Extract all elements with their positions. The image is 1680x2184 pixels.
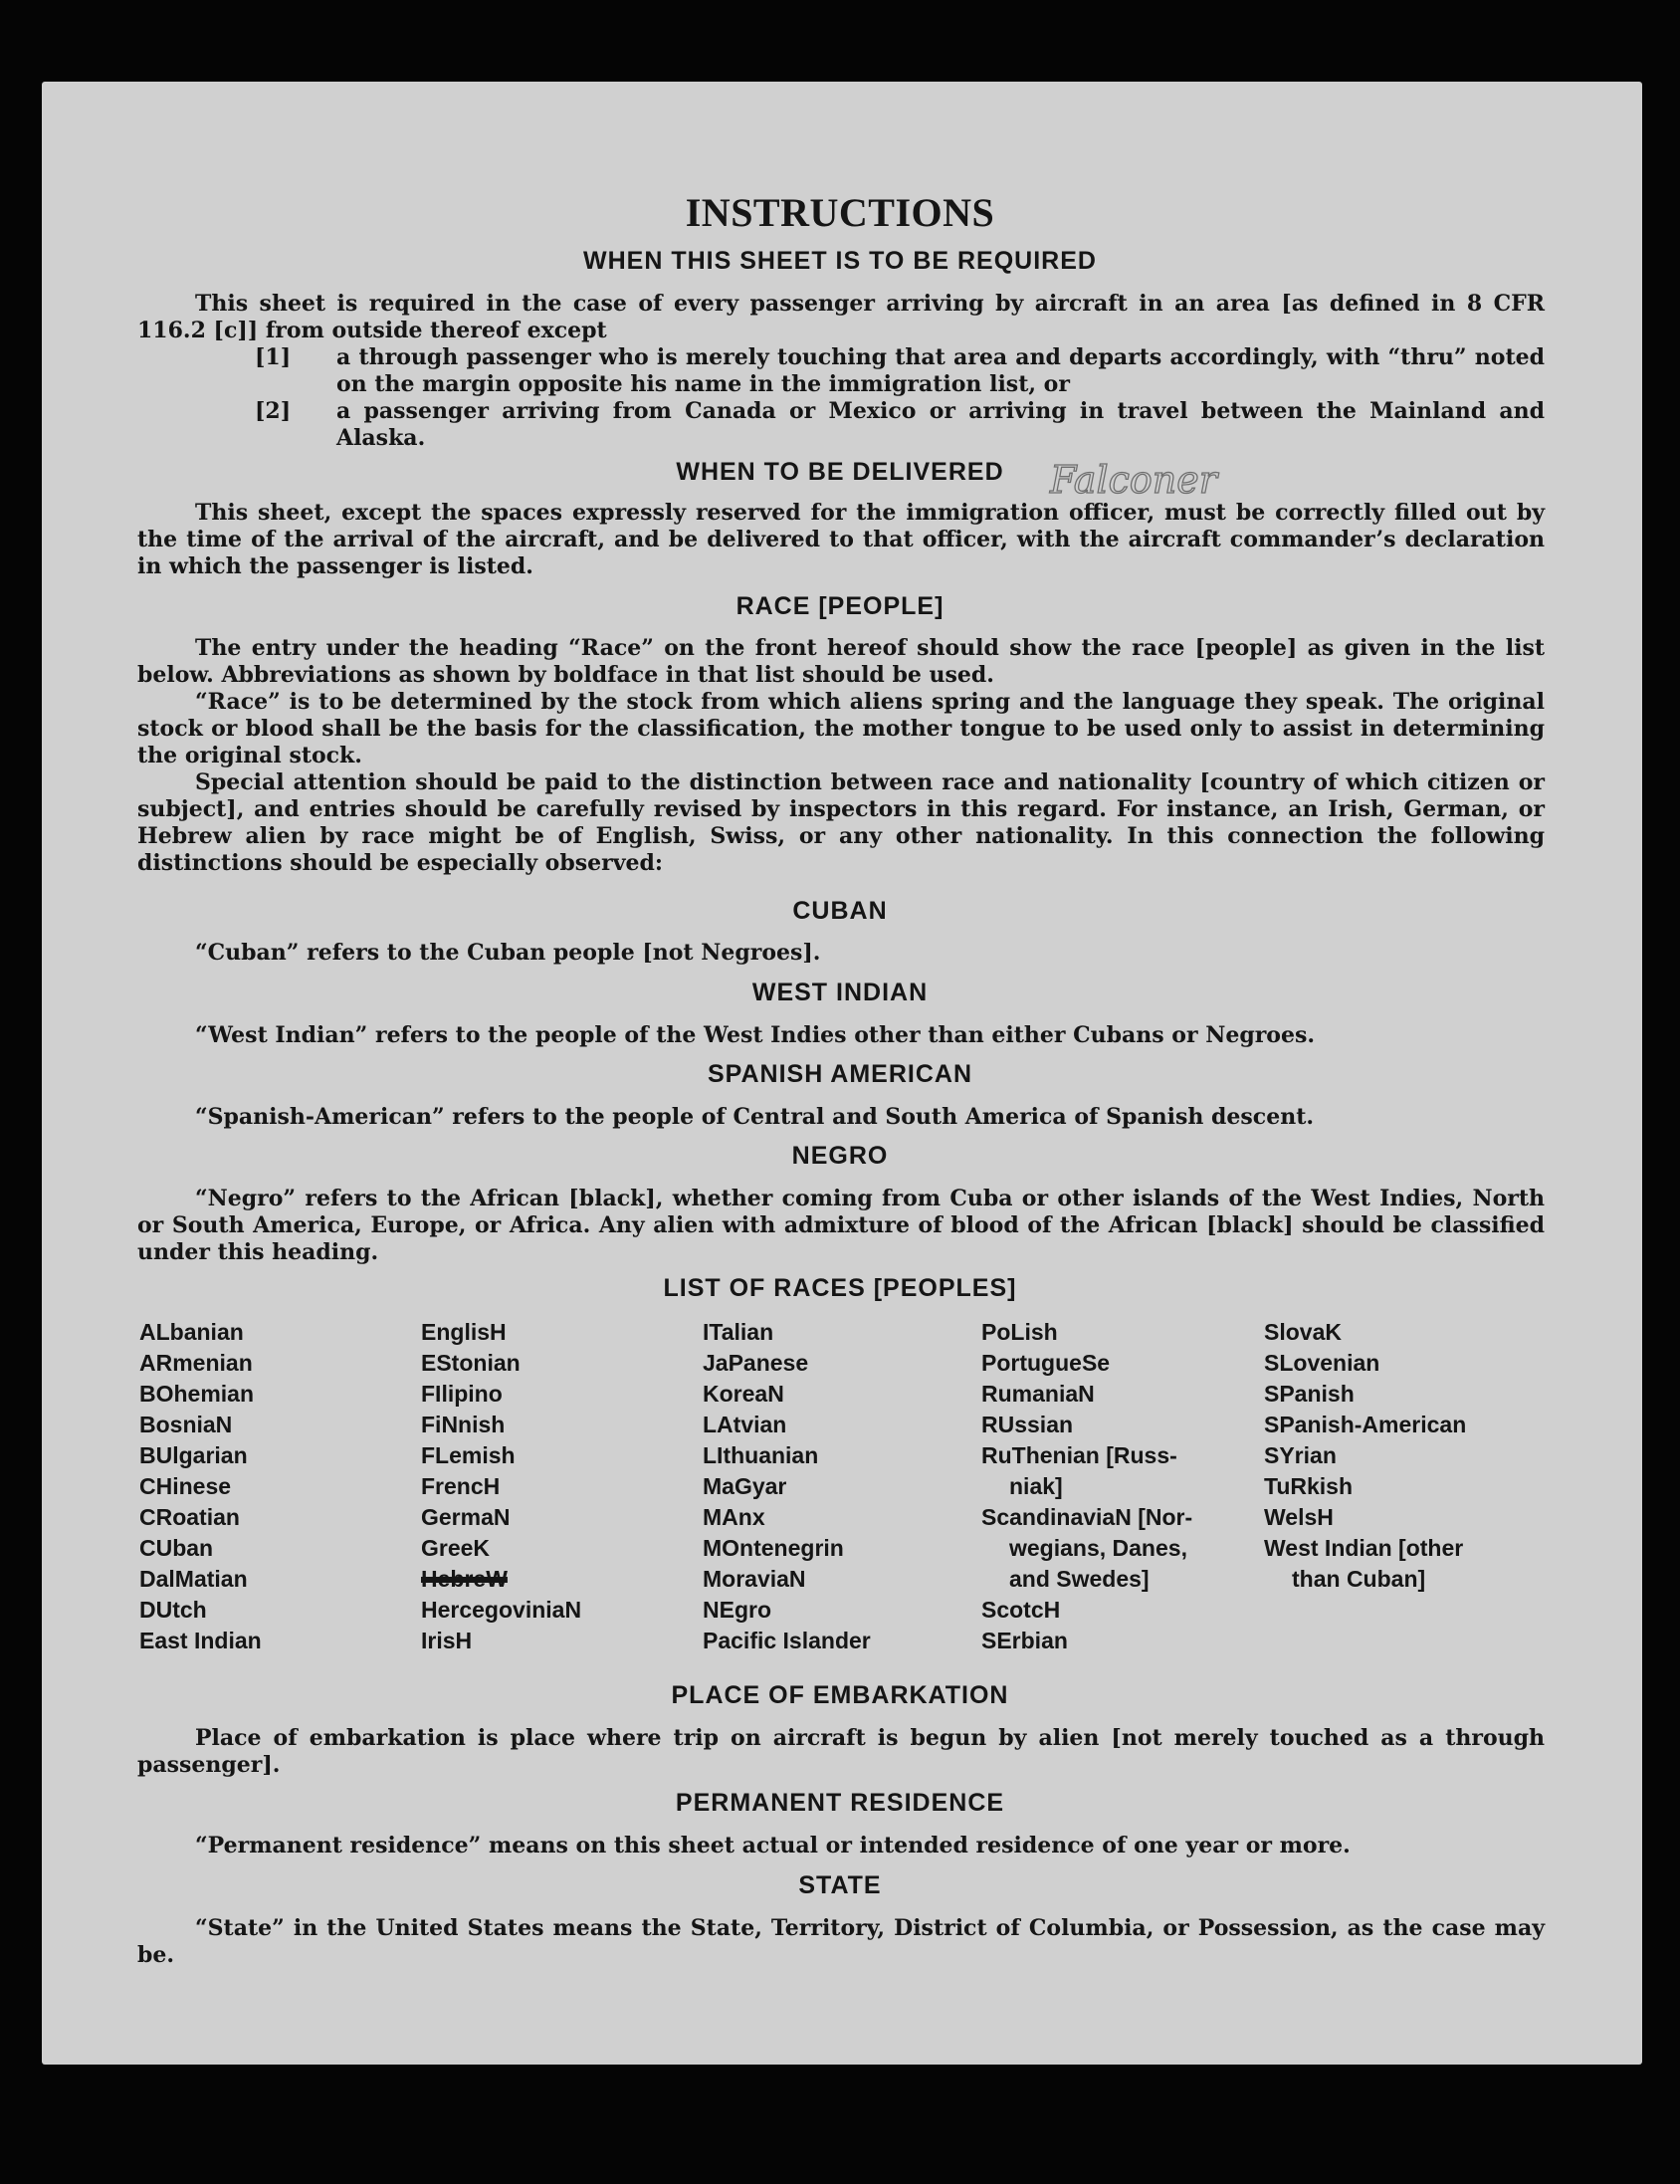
race-entry: FiNnish: [421, 1412, 506, 1437]
race-entry: JaPanese: [703, 1350, 809, 1376]
race-entry: BUlgarian: [139, 1442, 248, 1468]
races-column-4: [981, 1317, 1192, 1656]
race-entry: CHinese: [139, 1473, 232, 1499]
heading-place-of-embarkation: PLACE OF EMBARKATION: [671, 1681, 1009, 1709]
race-entry: MaGyar: [703, 1473, 787, 1499]
race-entry-continued: and Swedes]: [1009, 1566, 1150, 1592]
race-entry: SYrian: [1264, 1442, 1337, 1468]
heading-cuban: CUBAN: [792, 897, 888, 925]
delivery-text: This sheet, except the spaces expressly reserved for the immigration officer, must be correctly filled out by the time of the arrival of the aircraft, and be delivered to that officer, with the aircraft commander’s declaration in which the passenger is listed.: [137, 500, 1545, 579]
race-entry: GermaN: [421, 1504, 511, 1530]
exception-item-1-number: [1]: [255, 344, 292, 370]
heading-west-indian: WEST INDIAN: [751, 979, 929, 1006]
race-entry: NEgro: [703, 1597, 771, 1623]
race-entry: LAtvian: [703, 1412, 787, 1437]
race-entry: ScotcH: [981, 1597, 1061, 1623]
exception-item-2-text: a passenger arriving from Canada or Mexico or arriving in travel between the Mainland and Alaska.: [336, 398, 1545, 451]
race-entry: ITalian: [703, 1319, 774, 1345]
race-entry: WelsH: [1264, 1504, 1334, 1530]
race-entry: RumaniaN: [981, 1381, 1095, 1407]
race-entry: ARmenian: [139, 1350, 253, 1376]
race-entry: EStonian: [421, 1350, 521, 1376]
race-entry: RUssian: [981, 1412, 1074, 1437]
spanish-american-text: “Spanish-American” refers to the people of Central and South America of Spanish descent.: [195, 1104, 1315, 1130]
heading-when-delivered: WHEN TO BE DELIVERED: [676, 458, 1004, 486]
race-paragraph-3: Special attention should be paid to the distinction between race and nationality [country of which citizen or subject], and entries should be carefully revised by inspectors in this regard. For instance, an Irish, German, or Hebrew alien by race might be of English, Swiss, or any other nationality. In this connection the following distinctions should be especially observed:: [137, 769, 1545, 876]
race-entry-continued: wegians, Danes,: [1009, 1535, 1187, 1561]
race-entry: MAnx: [703, 1504, 765, 1530]
race-entry: SlovaK: [1264, 1319, 1342, 1345]
exception-item-2: [255, 398, 1545, 452]
handwritten-name: [1045, 448, 1344, 508]
race-paragraph-1: The entry under the heading “Race” on the front hereof should show the race [people] as given in the list below. Abbreviations as shown by boldface in that list should be used.: [137, 635, 1545, 688]
svg-text:Falconer: Falconer: [1050, 458, 1217, 502]
race-entry: ALbanian: [139, 1319, 244, 1345]
residence-text: “Permanent residence” means on this sheet actual or intended residence of one year or more.: [195, 1833, 1351, 1858]
state-text: “State” in the United States means the State, Territory, District of Columbia, or Possession, as the case may be.: [137, 1915, 1545, 1968]
exception-item-1-text: a through passenger who is merely touching that area and departs accordingly, with “thru” noted on the margin opposite his name in the immigration list, or: [336, 344, 1545, 397]
heading-negro: NEGRO: [791, 1142, 889, 1170]
race-entry-struck-through: HebreW: [421, 1566, 508, 1592]
races-column-1: [139, 1317, 262, 1656]
race-entry: SPanish-American: [1264, 1412, 1467, 1437]
heading-spanish-american: SPANISH AMERICAN: [707, 1060, 972, 1088]
race-entry: PoLish: [981, 1319, 1058, 1345]
race-entry: Pacific Islander: [703, 1628, 871, 1653]
race-entry: SErbian: [981, 1628, 1068, 1653]
race-entry: IrisH: [421, 1628, 473, 1653]
heading-when-required: WHEN THIS SHEET IS TO BE REQUIRED: [583, 247, 1097, 275]
heading-list-of-races: LIST OF RACES [PEOPLES]: [663, 1274, 1017, 1302]
race-paragraph-2: “Race” is to be determined by the stock from which aliens spring and the language they speak. The original stock or blood shall be the basis for the classification, the mother tongue to be used only to assist in determining the original stock.: [137, 689, 1545, 768]
race-entry: FLemish: [421, 1442, 516, 1468]
race-entry: ScandinaviaN [Nor-: [981, 1504, 1193, 1530]
page-title: INSTRUCTIONS: [685, 190, 995, 235]
race-entry: CRoatian: [139, 1504, 240, 1530]
race-entry: DUtch: [139, 1597, 207, 1623]
negro-text: “Negro” refers to the African [black], whether coming from Cuba or other islands of the West Indies, North or South America, Europe, or Africa. Any alien with admixture of blood of the African [black] should be classified under this heading.: [137, 1186, 1545, 1265]
races-column-3: [703, 1317, 871, 1656]
race-entry: East Indian: [139, 1628, 262, 1653]
race-entry: GreeK: [421, 1535, 491, 1561]
race-entry: BOhemian: [139, 1381, 255, 1407]
race-entry: West Indian [other: [1264, 1535, 1464, 1561]
race-entry: DalMatian: [139, 1566, 248, 1592]
west-indian-text: “West Indian” refers to the people of the West Indies other than either Cubans or Negroes.: [195, 1022, 1316, 1048]
races-column-2: [421, 1317, 581, 1656]
race-entry: MOntenegrin: [703, 1535, 844, 1561]
embarkation-text: Place of embarkation is place where trip on aircraft is begun by alien [not merely touched as a through passenger].: [137, 1725, 1545, 1778]
exception-item-1: [255, 344, 1545, 398]
race-entry: FrencH: [421, 1473, 501, 1499]
race-entry: FIlipino: [421, 1381, 503, 1407]
race-entry: EnglisH: [421, 1319, 507, 1345]
race-entry: LIthuanian: [703, 1442, 819, 1468]
race-entry-continued: niak]: [1009, 1473, 1063, 1499]
race-entry: CUban: [139, 1535, 214, 1561]
heading-state: STATE: [798, 1871, 882, 1899]
race-entry: RuThenian [Russ-: [981, 1442, 1177, 1468]
race-entry: MoraviaN: [703, 1566, 806, 1592]
race-entry: SLovenian: [1264, 1350, 1380, 1376]
race-entry: BosniaN: [139, 1412, 233, 1437]
race-entry: TuRkish: [1264, 1473, 1354, 1499]
cuban-text: “Cuban” refers to the Cuban people [not Negroes].: [195, 940, 821, 966]
race-entry: KoreaN: [703, 1381, 784, 1407]
race-entry: SPanish: [1264, 1381, 1355, 1407]
exception-item-2-number: [2]: [255, 398, 292, 424]
race-entry: PortugueSe: [981, 1350, 1111, 1376]
heading-race-people: RACE [PEOPLE]: [735, 592, 945, 620]
heading-permanent-residence: PERMANENT RESIDENCE: [675, 1789, 1005, 1817]
required-intro: This sheet is required in the case of every passenger arriving by aircraft in an area [as defined in 8 CFR 116.2 [c]] from outside thereof except: [137, 291, 1545, 343]
race-entry: HercegoviniaN: [421, 1597, 582, 1623]
races-column-5: [1264, 1317, 1466, 1595]
race-entry-continued: than Cuban]: [1292, 1566, 1426, 1592]
